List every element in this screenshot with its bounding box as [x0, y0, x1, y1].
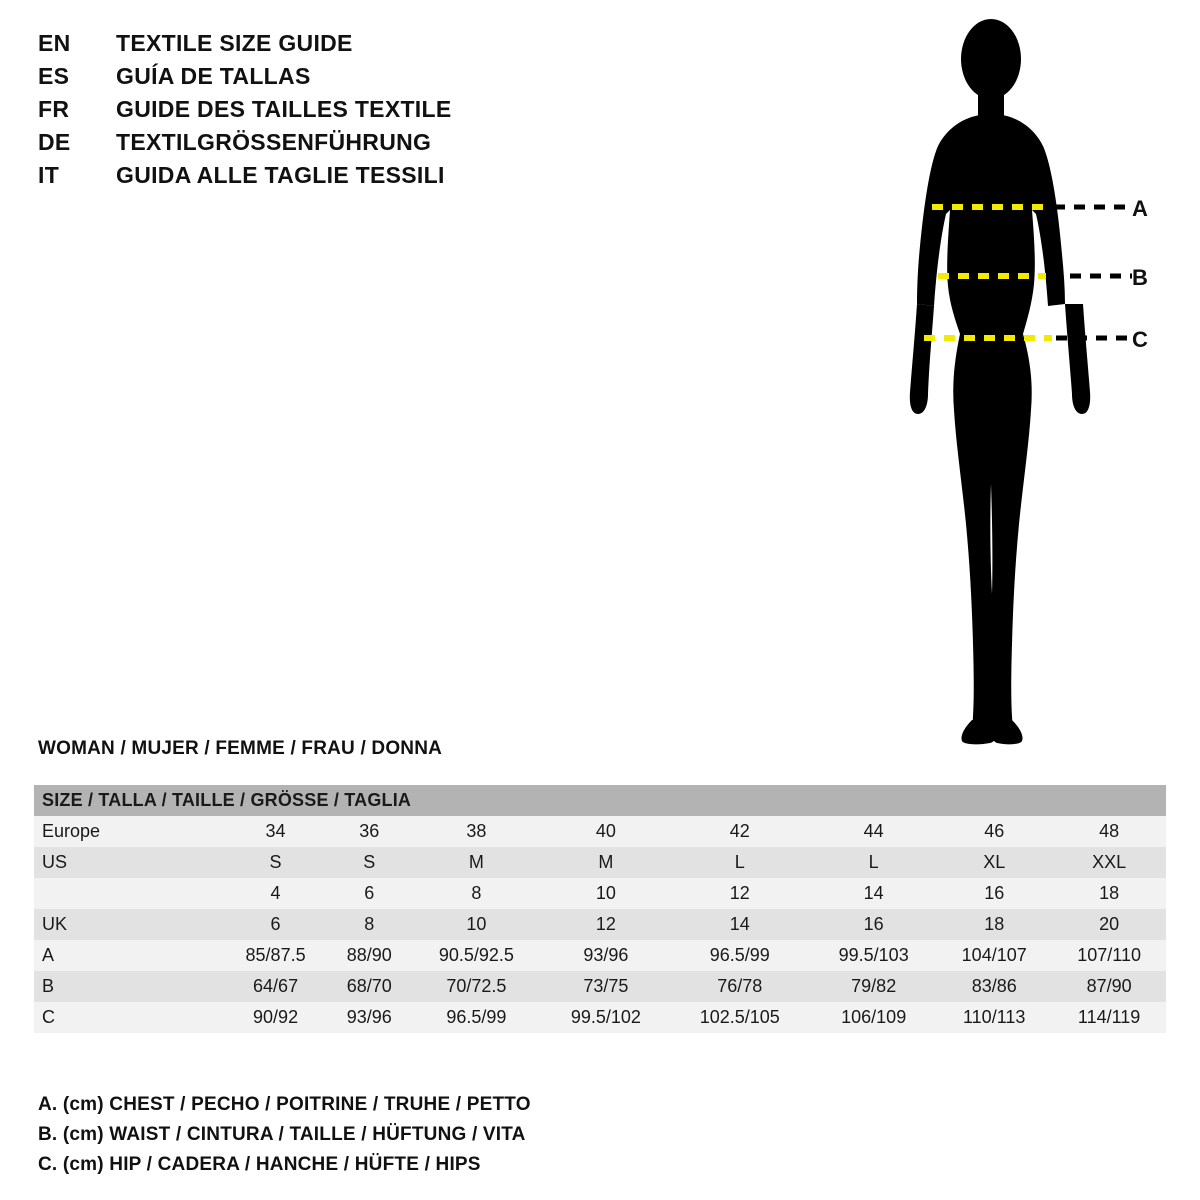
table-body	[34, 816, 1166, 1033]
cell: 4	[270, 883, 281, 903]
cell: 83/86	[971, 976, 1017, 996]
legend-line-c: C. (cm) HIP / CADERA / HANCHE / HÜFTE / HIPS	[38, 1154, 481, 1175]
cell: 90/92	[253, 1007, 299, 1027]
cell: 48	[1099, 821, 1120, 841]
cell: 8	[364, 914, 375, 934]
cell: 99.5/103	[838, 945, 909, 965]
row-label-europe: Europe	[42, 821, 101, 841]
title-block	[38, 30, 558, 195]
cell: M	[598, 852, 614, 872]
size-table	[34, 785, 1166, 1033]
legend	[38, 1090, 531, 1180]
title-text-en: TEXTILE SIZE GUIDE	[116, 30, 353, 56]
cell: 88/90	[346, 945, 392, 965]
woman-silhouette-icon	[860, 14, 1190, 754]
cell: 16	[984, 883, 1005, 903]
measure-label-b: B	[1132, 265, 1148, 290]
cell: 6	[364, 883, 375, 903]
cell: 93/96	[583, 945, 629, 965]
cell: 18	[1099, 883, 1120, 903]
title-row	[38, 96, 558, 129]
legend-line-b: B. (cm) WAIST / CINTURA / TAILLE / HÜFTUNG / VITA	[38, 1124, 526, 1145]
cell: 70/72.5	[446, 976, 507, 996]
title-text-it: GUIDA ALLE TAGLIE TESSILI	[116, 162, 445, 188]
cell: S	[269, 852, 282, 872]
cell: 6	[270, 914, 281, 934]
row-label-us: US	[42, 852, 68, 872]
cell: 40	[595, 821, 616, 841]
cell: 10	[466, 914, 487, 934]
cell: 14	[729, 914, 750, 934]
cell: 104/107	[961, 945, 1027, 965]
title-row	[38, 30, 558, 63]
title-row	[38, 63, 558, 96]
cell: 73/75	[583, 976, 629, 996]
cell: 14	[863, 883, 884, 903]
cell: 90.5/92.5	[438, 945, 514, 965]
cell: 20	[1099, 914, 1120, 934]
table-header-cell: SIZE / TALLA / TAILLE / GRÖSSE / TAGLIA	[34, 785, 1166, 816]
title-text-es: GUÍA DE TALLAS	[116, 63, 311, 89]
table-row	[34, 878, 1166, 909]
title-text-de: TEXTILGRÖSSENFÜHRUNG	[116, 129, 432, 155]
measurement-figure	[860, 14, 1190, 754]
cell: 93/96	[346, 1007, 392, 1027]
cell: L	[868, 852, 879, 872]
table-row	[34, 909, 1166, 940]
cell: 16	[863, 914, 884, 934]
title-lang-it: IT	[38, 162, 60, 188]
table-row	[34, 971, 1166, 1002]
cell: 12	[729, 883, 750, 903]
measure-label-a: A	[1132, 196, 1148, 221]
cell: 99.5/102	[570, 1007, 641, 1027]
cell: 64/67	[253, 976, 299, 996]
row-label-c: C	[42, 1007, 55, 1027]
title-row	[38, 162, 558, 195]
table-header-row	[34, 785, 1166, 816]
section-label: WOMAN / MUJER / FEMME / FRAU / DONNA	[38, 738, 443, 759]
cell: 68/70	[346, 976, 392, 996]
row-label-a: A	[42, 945, 55, 965]
cell: 87/90	[1086, 976, 1132, 996]
table-row	[34, 847, 1166, 878]
cell: 107/110	[1077, 945, 1141, 965]
table-row	[34, 816, 1166, 847]
table-head	[34, 785, 1166, 816]
cell: 18	[984, 914, 1005, 934]
legend-line-a: A. (cm) CHEST / PECHO / POITRINE / TRUHE / PETTO	[38, 1094, 531, 1115]
row-label-us-numeric	[34, 878, 222, 909]
cell: 46	[984, 821, 1005, 841]
cell: M	[468, 852, 484, 872]
title-lang-de: DE	[38, 129, 71, 155]
cell: 79/82	[851, 976, 897, 996]
title-row	[38, 129, 558, 162]
cell: 38	[466, 821, 487, 841]
cell: 96.5/99	[446, 1007, 507, 1027]
cell: 36	[359, 821, 380, 841]
title-lang-fr: FR	[38, 96, 70, 122]
table-row	[34, 1002, 1166, 1033]
cell: L	[734, 852, 745, 872]
cell: 42	[729, 821, 750, 841]
cell: 44	[863, 821, 884, 841]
cell: 85/87.5	[245, 945, 306, 965]
title-lang-es: ES	[38, 63, 70, 89]
cell: 110/113	[963, 1007, 1026, 1027]
cell: XXL	[1092, 852, 1127, 872]
cell: 102.5/105	[699, 1007, 780, 1027]
cell: 8	[471, 883, 482, 903]
table-row	[34, 940, 1166, 971]
cell: S	[363, 852, 376, 872]
cell: XL	[983, 852, 1006, 872]
cell: 34	[265, 821, 286, 841]
cell: 106/109	[841, 1007, 907, 1027]
title-lang-en: EN	[38, 30, 71, 56]
cell: 10	[595, 883, 616, 903]
title-text-fr: GUIDE DES TAILLES TEXTILE	[116, 96, 452, 122]
cell: 114/119	[1077, 1007, 1141, 1027]
row-label-uk: UK	[42, 914, 68, 934]
cell: 76/78	[717, 976, 763, 996]
cell: 12	[595, 914, 616, 934]
measure-label-c: C	[1132, 327, 1148, 352]
row-label-b: B	[42, 976, 55, 996]
cell: 96.5/99	[709, 945, 770, 965]
